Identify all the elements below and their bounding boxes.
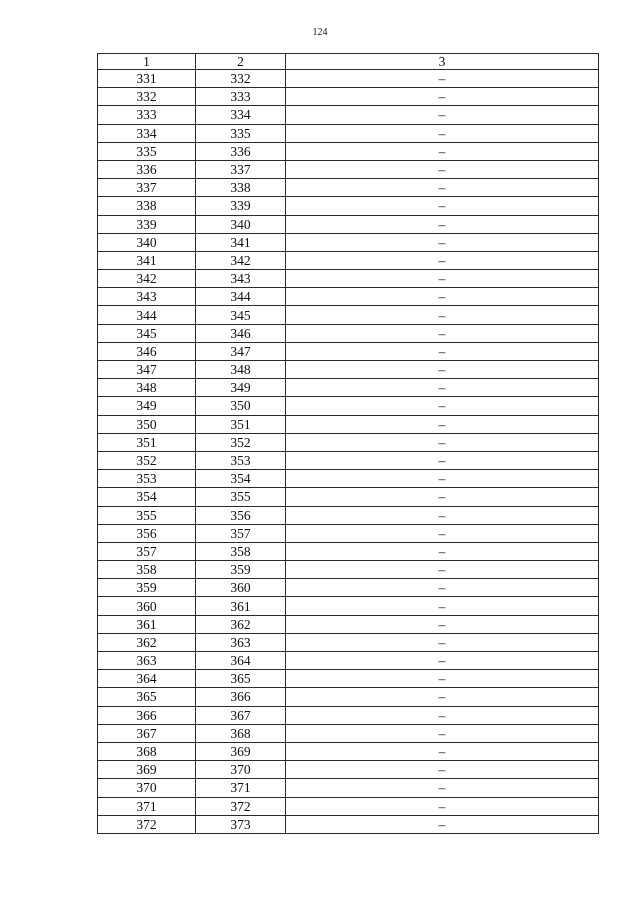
table-cell-col1: 340 [98, 233, 196, 251]
table-cell-col1: 331 [98, 70, 196, 88]
table-row [98, 470, 599, 488]
table-row [98, 706, 599, 724]
table-cell-col3: – [286, 397, 599, 415]
table-cell-col2: 359 [196, 561, 286, 579]
table-cell-col1: 345 [98, 324, 196, 342]
table-cell-col1: 361 [98, 615, 196, 633]
table-cell-col2: 344 [196, 288, 286, 306]
table-cell-col1: 359 [98, 579, 196, 597]
table-cell-col1: 335 [98, 142, 196, 160]
table-cell-col3: – [286, 797, 599, 815]
table-cell-col2: 332 [196, 70, 286, 88]
table-cell-col2: 337 [196, 160, 286, 178]
table-cell-col3: – [286, 415, 599, 433]
table-cell-col3: – [286, 379, 599, 397]
table-row [98, 724, 599, 742]
table-cell-col3: – [286, 270, 599, 288]
data-table [97, 53, 599, 834]
table-cell-col1: 352 [98, 451, 196, 469]
table-cell-col1: 367 [98, 724, 196, 742]
table-cell-col2: 364 [196, 652, 286, 670]
table-row [98, 70, 599, 88]
table-cell-col3: – [286, 670, 599, 688]
table-cell-col3: – [286, 542, 599, 560]
table-cell-col3: – [286, 106, 599, 124]
table-cell-col3: – [286, 160, 599, 178]
table-cell-col1: 358 [98, 561, 196, 579]
table-cell-col1: 364 [98, 670, 196, 688]
table-row [98, 815, 599, 833]
table-row [98, 142, 599, 160]
table-cell-col1: 350 [98, 415, 196, 433]
table-cell-col2: 372 [196, 797, 286, 815]
table-cell-col2: 357 [196, 524, 286, 542]
table-cell-col2: 343 [196, 270, 286, 288]
table-cell-col3: – [286, 251, 599, 269]
table-row [98, 506, 599, 524]
table-cell-col2: 340 [196, 215, 286, 233]
table-cell-col2: 353 [196, 451, 286, 469]
table-row [98, 797, 599, 815]
table-cell-col1: 339 [98, 215, 196, 233]
table-row [98, 306, 599, 324]
table-row [98, 288, 599, 306]
table-cell-col1: 353 [98, 470, 196, 488]
table-cell-col1: 363 [98, 652, 196, 670]
table-row [98, 270, 599, 288]
table-cell-col1: 371 [98, 797, 196, 815]
column-header-3: 3 [286, 54, 599, 70]
table-cell-col3: – [286, 652, 599, 670]
table-cell-col2: 356 [196, 506, 286, 524]
table-cell-col1: 355 [98, 506, 196, 524]
table-row [98, 761, 599, 779]
table-cell-col2: 362 [196, 615, 286, 633]
table-cell-col2: 348 [196, 361, 286, 379]
table-row [98, 233, 599, 251]
table-cell-col1: 372 [98, 815, 196, 833]
table-cell-col3: – [286, 815, 599, 833]
table-cell-col1: 347 [98, 361, 196, 379]
table-cell-col2: 341 [196, 233, 286, 251]
table-cell-col1: 342 [98, 270, 196, 288]
table-cell-col1: 366 [98, 706, 196, 724]
table-cell-col2: 368 [196, 724, 286, 742]
table-cell-col1: 369 [98, 761, 196, 779]
table-cell-col2: 354 [196, 470, 286, 488]
table-row [98, 379, 599, 397]
table-cell-col2: 351 [196, 415, 286, 433]
table-cell-col2: 342 [196, 251, 286, 269]
table-row [98, 670, 599, 688]
table-cell-col2: 345 [196, 306, 286, 324]
table-cell-col3: – [286, 288, 599, 306]
table-cell-col3: – [286, 524, 599, 542]
table-row [98, 742, 599, 760]
table-cell-col3: – [286, 215, 599, 233]
table-cell-col1: 349 [98, 397, 196, 415]
column-header-2: 2 [196, 54, 286, 70]
table-cell-col3: – [286, 761, 599, 779]
table-row [98, 633, 599, 651]
table-cell-col3: – [286, 579, 599, 597]
table-cell-col3: – [286, 70, 599, 88]
table-cell-col3: – [286, 488, 599, 506]
table-row [98, 652, 599, 670]
table-cell-col3: – [286, 197, 599, 215]
table-cell-col1: 337 [98, 179, 196, 197]
table-cell-col2: 366 [196, 688, 286, 706]
table-row [98, 524, 599, 542]
table-row [98, 106, 599, 124]
table-row [98, 397, 599, 415]
table-row [98, 561, 599, 579]
table-cell-col1: 365 [98, 688, 196, 706]
table-cell-col2: 349 [196, 379, 286, 397]
table-cell-col3: – [286, 779, 599, 797]
table-cell-col2: 334 [196, 106, 286, 124]
table-cell-col2: 338 [196, 179, 286, 197]
table-cell-col3: – [286, 324, 599, 342]
table-cell-col2: 363 [196, 633, 286, 651]
table-row [98, 615, 599, 633]
table-cell-col2: 369 [196, 742, 286, 760]
table-cell-col3: – [286, 142, 599, 160]
table-cell-col3: – [286, 306, 599, 324]
table-cell-col2: 373 [196, 815, 286, 833]
table-cell-col2: 333 [196, 88, 286, 106]
table-cell-col2: 360 [196, 579, 286, 597]
table-cell-col2: 350 [196, 397, 286, 415]
table-cell-col3: – [286, 361, 599, 379]
table-cell-col1: 333 [98, 106, 196, 124]
table-cell-col3: – [286, 451, 599, 469]
table-cell-col1: 351 [98, 433, 196, 451]
column-header-1: 1 [98, 54, 196, 70]
table-cell-col2: 370 [196, 761, 286, 779]
table-cell-col2: 346 [196, 324, 286, 342]
table-cell-col2: 358 [196, 542, 286, 560]
table-row [98, 688, 599, 706]
table-cell-col3: – [286, 742, 599, 760]
table-cell-col2: 352 [196, 433, 286, 451]
table-cell-col1: 356 [98, 524, 196, 542]
table-cell-col1: 343 [98, 288, 196, 306]
table-row [98, 415, 599, 433]
table-header-row [98, 54, 599, 70]
table-cell-col1: 334 [98, 124, 196, 142]
table-cell-col3: – [286, 506, 599, 524]
table-cell-col3: – [286, 597, 599, 615]
table-cell-col1: 346 [98, 342, 196, 360]
table-cell-col1: 338 [98, 197, 196, 215]
table-cell-col2: 361 [196, 597, 286, 615]
table-row [98, 597, 599, 615]
table-cell-col2: 335 [196, 124, 286, 142]
table-cell-col3: – [286, 342, 599, 360]
table-cell-col1: 368 [98, 742, 196, 760]
table-cell-col1: 357 [98, 542, 196, 560]
table-cell-col3: – [286, 179, 599, 197]
table-cell-col3: – [286, 615, 599, 633]
table-row [98, 324, 599, 342]
table-cell-col1: 362 [98, 633, 196, 651]
table-cell-col1: 332 [98, 88, 196, 106]
table-row [98, 124, 599, 142]
table-cell-col2: 365 [196, 670, 286, 688]
table-cell-col2: 347 [196, 342, 286, 360]
table-cell-col3: – [286, 233, 599, 251]
table-row [98, 197, 599, 215]
table-row [98, 251, 599, 269]
table-row [98, 179, 599, 197]
table-cell-col1: 344 [98, 306, 196, 324]
table-row [98, 342, 599, 360]
table-cell-col3: – [286, 470, 599, 488]
table-row [98, 160, 599, 178]
table-cell-col2: 371 [196, 779, 286, 797]
table-cell-col2: 336 [196, 142, 286, 160]
table-cell-col1: 360 [98, 597, 196, 615]
page-number: 124 [312, 27, 328, 38]
table-cell-col2: 367 [196, 706, 286, 724]
table-cell-col3: – [286, 561, 599, 579]
table-cell-col3: – [286, 724, 599, 742]
table-row [98, 215, 599, 233]
table-row [98, 88, 599, 106]
table-row [98, 433, 599, 451]
table-cell-col2: 355 [196, 488, 286, 506]
table-row [98, 451, 599, 469]
table-cell-col1: 341 [98, 251, 196, 269]
table-row [98, 779, 599, 797]
table-cell-col1: 354 [98, 488, 196, 506]
table-row [98, 361, 599, 379]
table-body [98, 70, 599, 834]
table-cell-col3: – [286, 688, 599, 706]
table-cell-col3: – [286, 88, 599, 106]
table-row [98, 542, 599, 560]
table-row [98, 579, 599, 597]
table-cell-col3: – [286, 433, 599, 451]
table-cell-col3: – [286, 124, 599, 142]
table-cell-col1: 336 [98, 160, 196, 178]
table-cell-col1: 348 [98, 379, 196, 397]
table-row [98, 488, 599, 506]
table-cell-col2: 339 [196, 197, 286, 215]
table-cell-col1: 370 [98, 779, 196, 797]
table-cell-col3: – [286, 633, 599, 651]
table-cell-col3: – [286, 706, 599, 724]
